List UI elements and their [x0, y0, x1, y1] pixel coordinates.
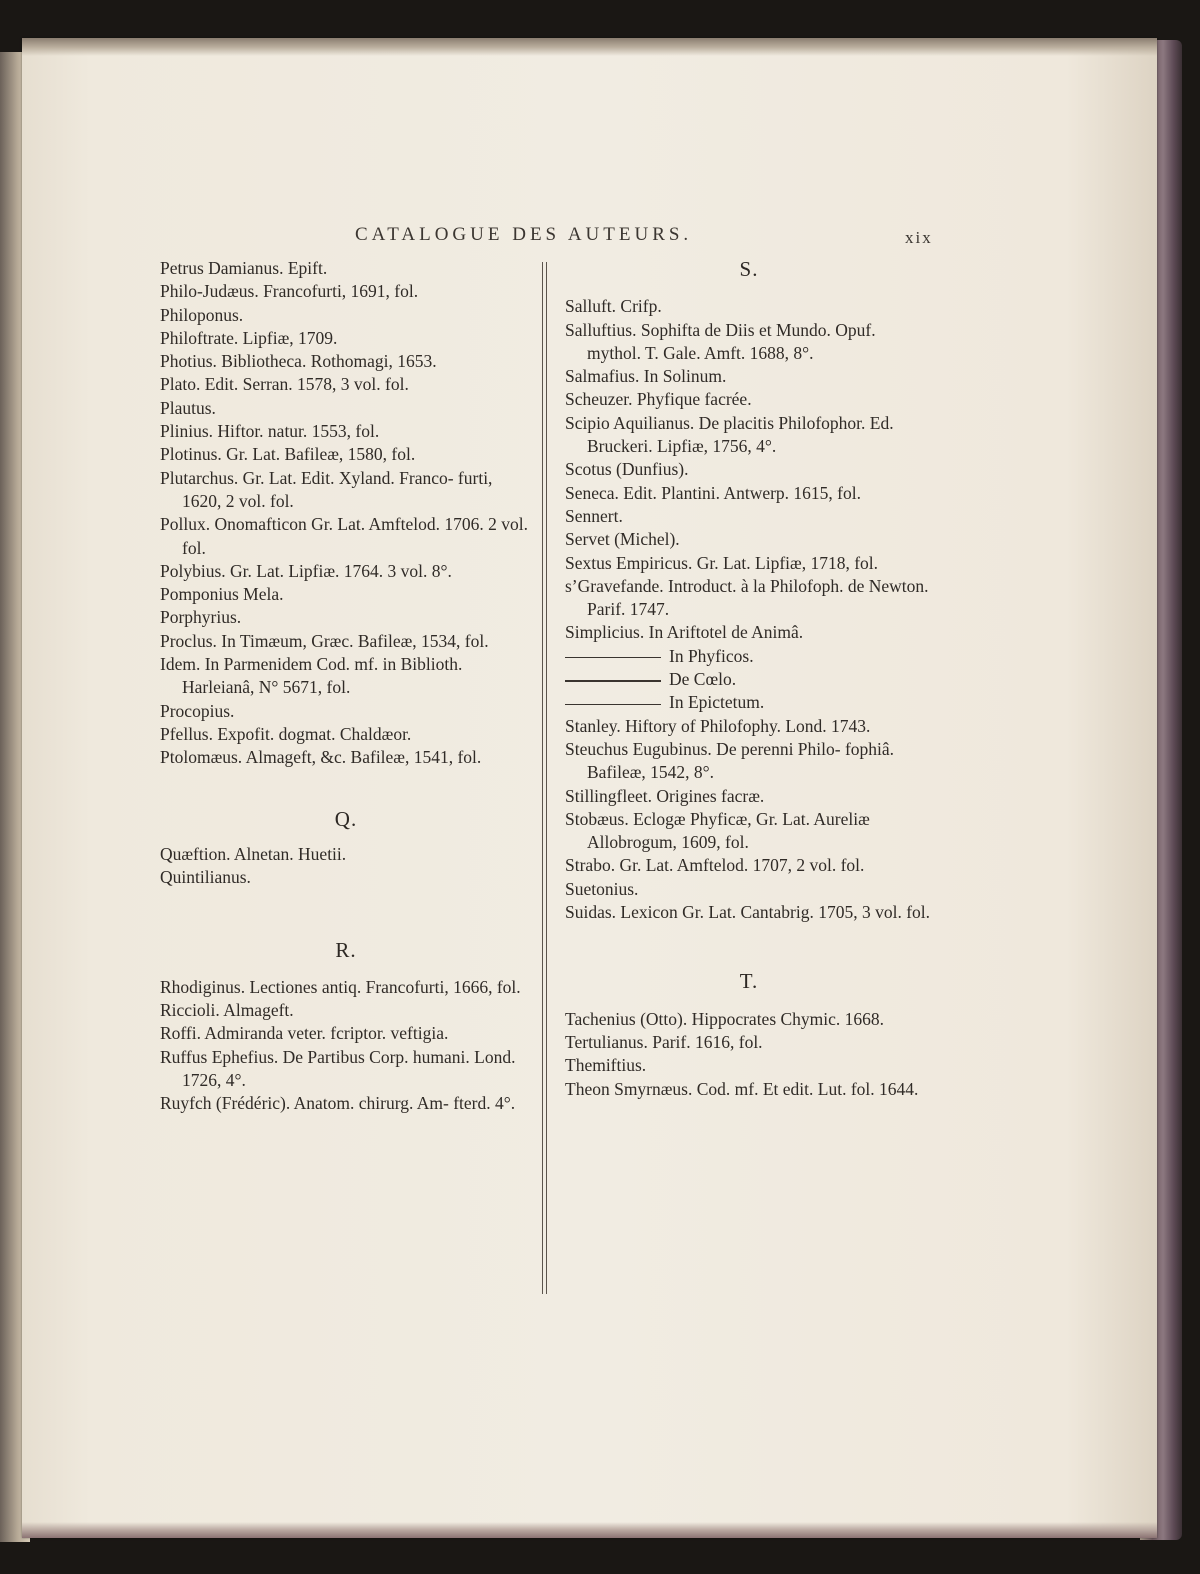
section-heading-s: S.: [739, 257, 759, 281]
catalogue-entry: Photius. Bibliotheca. Rothomagi, 1653.: [160, 351, 437, 372]
ditto-entry-text: In Phyficos.: [669, 645, 754, 666]
catalogue-entry: Salluft. Crifp.: [565, 296, 662, 317]
catalogue-entry: Roffi. Admiranda veter. fcriptor. veftigia.: [160, 1023, 449, 1044]
column-rule: [546, 262, 547, 1294]
catalogue-entry: Tertulianus. Parif. 1616, fol.: [565, 1031, 763, 1052]
catalogue-entry: Pomponius Mela.: [160, 584, 284, 605]
catalogue-entry: Procopius.: [160, 700, 235, 721]
running-head: CATALOGUE DES AUTEURS.: [355, 224, 693, 245]
catalogue-entry: Plotinus. Gr. Lat. Bafileæ, 1580, fol.: [160, 444, 416, 465]
ditto-entry: [565, 668, 933, 691]
ditto-entry-text: In Epictetum.: [669, 692, 765, 713]
ditto-dash: [565, 657, 661, 659]
catalogue-entry: Pollux. Onomafticon Gr. Lat. Amftelod. 1706. 2 vol. fol.: [160, 514, 528, 558]
column-rule: [542, 262, 543, 1294]
catalogue-entry: Porphyrius.: [160, 607, 242, 628]
page-bottom-edge: [22, 1522, 1157, 1538]
catalogue-entry: Suidas. Lexicon Gr. Lat. Cantabrig. 1705, 3 vol. fol.: [565, 902, 931, 923]
ditto-dash: [565, 704, 661, 706]
catalogue-entry: Ruffus Ephefius. De Partibus Corp. humani. Lond. 1726, 4°.: [160, 1046, 516, 1090]
catalogue-entry: Philo-Judæus. Francofurti, 1691, fol.: [160, 281, 419, 302]
ditto-entry: [565, 645, 933, 668]
catalogue-entry: Theon Smyrnæus. Cod. mf. Et edit. Lut. fol. 1644.: [565, 1078, 919, 1099]
catalogue-entry: Pfellus. Expofit. dogmat. Chaldæor.: [160, 723, 412, 744]
catalogue-entry: Quintilianus.: [160, 867, 251, 888]
section-heading-r: R.: [335, 938, 357, 963]
catalogue-entry: Proclus. In Timæum, Græc. Bafileæ, 1534, fol.: [160, 630, 489, 651]
catalogue-entry: Suetonius.: [565, 878, 639, 899]
catalogue-entry: Stillingfleet. Origines facræ.: [565, 785, 765, 806]
catalogue-entry: Strabo. Gr. Lat. Amftelod. 1707, 2 vol. fol.: [565, 855, 865, 876]
page-top-edge: [22, 38, 1157, 56]
catalogue-entry: Salluftius. Sophifta de Diis et Mundo. Opuf. mythol. T. Gale. Amft. 1688, 8°.: [565, 319, 876, 363]
catalogue-entry: Plutarchus. Gr. Lat. Edit. Xyland. Franco- furti, 1620, 2 vol. fol.: [160, 467, 493, 511]
catalogue-entry: Polybius. Gr. Lat. Lipfiæ. 1764. 3 vol. 8°.: [160, 560, 452, 581]
catalogue-entry: Steuchus Eugubinus. De perenni Philo- fophiâ. Bafileæ, 1542, 8°.: [565, 738, 895, 783]
section-heading-t: T.: [739, 969, 759, 994]
catalogue-entry: Stanley. Hiftory of Philofophy. Lond. 1743.: [565, 715, 871, 736]
left-column: [160, 257, 532, 1116]
catalogue-entry: Scotus (Dunfius).: [565, 459, 689, 480]
catalogue-entry: Servet (Michel).: [565, 529, 680, 550]
catalogue-entry: Quæftion. Alnetan. Huetii.: [160, 843, 347, 864]
catalogue-entry: Scheuzer. Phyfique facrée.: [565, 389, 752, 410]
catalogue-entry: Rhodiginus. Lectiones antiq. Francofurti, 1666, fol.: [160, 976, 521, 997]
ditto-entry-text: De Cœlo.: [669, 669, 737, 690]
section-heading-q: Q.: [334, 806, 358, 831]
catalogue-entry: Seneca. Edit. Plantini. Antwerp. 1615, fol.: [565, 482, 861, 503]
ditto-dash: [565, 680, 661, 682]
ditto-entry: [565, 691, 933, 714]
catalogue-entry: Sennert.: [565, 505, 623, 526]
catalogue-entry: Ruyfch (Frédéric). Anatom. chirurg. Am- fterd. 4°.: [160, 1093, 516, 1114]
catalogue-entry: Idem. In Parmenidem Cod. mf. in Biblioth. Harleianâ, N° 5671, fol.: [160, 654, 463, 698]
catalogue-entry: Plinius. Hiftor. natur. 1553, fol.: [160, 421, 380, 442]
catalogue-entry: Salmafius. In Solinum.: [565, 366, 727, 387]
catalogue-entry: Stobæus. Eclogæ Phyficæ, Gr. Lat. Aureliæ Allobrogum, 1609, fol.: [565, 808, 870, 853]
catalogue-entry: Simplicius. In Ariftotel de Animâ.: [565, 622, 804, 643]
page-number: xix: [905, 228, 933, 247]
catalogue-entry: Plautus.: [160, 397, 216, 418]
catalogue-entry: Sextus Empiricus. Gr. Lat. Lipfiæ, 1718, fol.: [565, 552, 879, 573]
catalogue-entry: Philoponus.: [160, 304, 244, 325]
catalogue-entry: Tachenius (Otto). Hippocrates Chymic. 1668.: [565, 1008, 885, 1029]
catalogue-entry: Scipio Aquilianus. De placitis Philofophor. Ed. Bruckeri. Lipfiæ, 1756, 4°.: [565, 412, 894, 457]
catalogue-entry: Riccioli. Almageft.: [160, 1000, 294, 1021]
catalogue-entry: Themiftius.: [565, 1055, 647, 1076]
right-column: [565, 258, 933, 1101]
catalogue-entry: Philoftrate. Lipfiæ, 1709.: [160, 327, 338, 348]
catalogue-entry: Petrus Damianus. Epift.: [160, 258, 328, 278]
catalogue-entry: Plato. Edit. Serran. 1578, 3 vol. fol.: [160, 374, 409, 395]
catalogue-entry: Ptolomæus. Almageft, &c. Bafileæ, 1541, fol.: [160, 747, 482, 768]
catalogue-entry: s’Gravefande. Introduct. à la Philofoph. de Newton. Parif. 1747.: [565, 575, 929, 620]
